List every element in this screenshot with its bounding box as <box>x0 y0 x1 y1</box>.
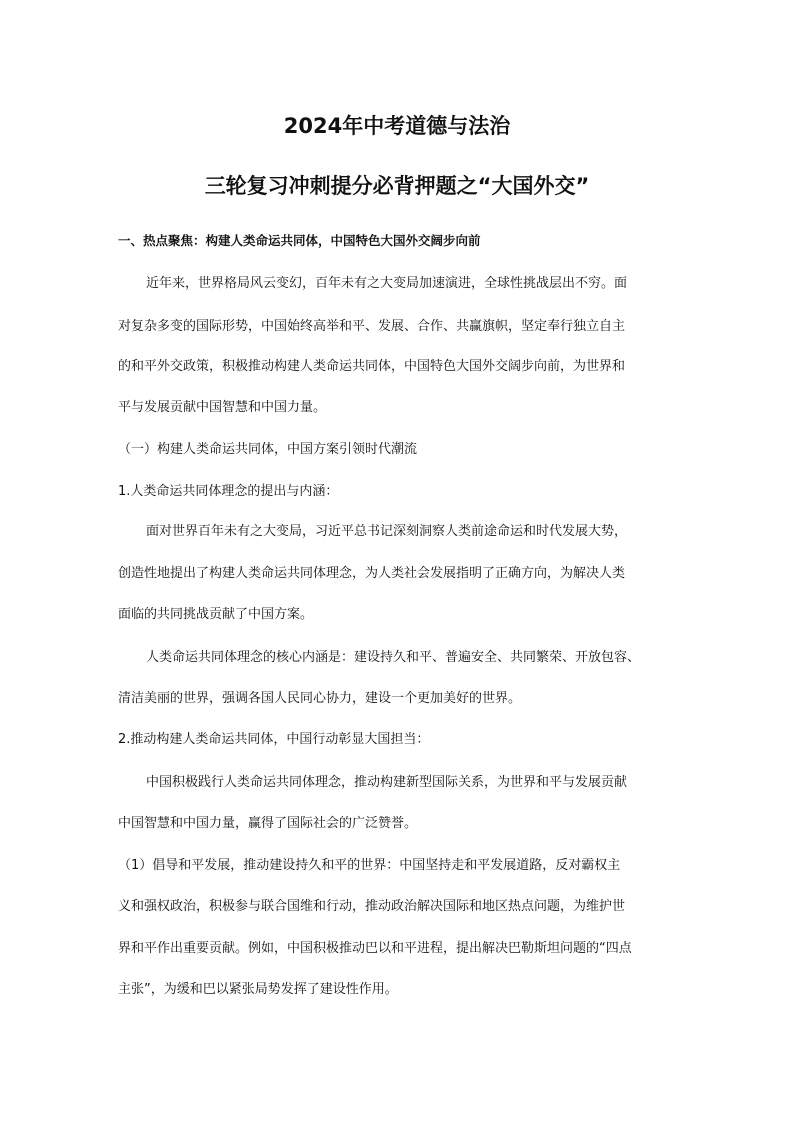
paragraph-line: 清洁美丽的世界，强调各国人民同心协力，建设一个更加美好的世界。 <box>118 691 522 706</box>
paragraph-line: （1）倡导和平发展，推动建设持久和平的世界：中国坚持走和平发展道路，反对霸权主 <box>118 858 621 873</box>
numbered-item-heading: 1.人类命运共同体理念的提出与内涵： <box>118 484 339 499</box>
paragraph-line: 界和平作出重要贡献。例如，中国积极推动巴以和平进程，提出解决巴勒斯坦问题的“四点 <box>118 941 632 956</box>
numbered-item-heading: 2.推动构建人类命运共同体，中国行动彰显大国担当： <box>118 732 430 747</box>
paragraph-line: 人类命运共同体理念的核心内涵是：建设持久和平、普遍安全、共同繁荣、开放包容、 <box>146 650 641 665</box>
paragraph-line: 中国智慧和中国力量，赢得了国际社会的广泛赞誉。 <box>118 816 418 831</box>
paragraph-line: 对复杂多变的国际形势，中国始终高举和平、发展、合作、共赢旗帜，坚定奉行独立自主 <box>118 319 626 334</box>
paragraph-line: 面对世界百年未有之大变局，习近平总书记深刻洞察人类前途命运和时代发展大势， <box>146 524 628 539</box>
paragraph-line: 的和平外交政策，积极推动构建人类命运共同体，中国特色大国外交阔步向前，为世界和 <box>118 359 626 374</box>
paragraph-line: 近年来，世界格局风云变幻，百年未有之大变局加速演进，全球性挑战层出不穷。面 <box>146 276 628 291</box>
paragraph-line: 创造性地提出了构建人类命运共同体理念，为人类社会发展指明了正确方向，为解决人类 <box>118 566 626 581</box>
document-title: 2024年中考道德与法治 <box>283 114 511 138</box>
paragraph-line: 平与发展贡献中国智慧和中国力量。 <box>118 400 327 415</box>
document-subtitle: 三轮复习冲刺提分必背押题之“大国外交” <box>204 174 590 198</box>
section-heading: 一、热点聚焦：构建人类命运共同体，中国特色大国外交阔步向前 <box>118 233 481 248</box>
subsection-heading: （一）构建人类命运共同体，中国方案引领时代潮流 <box>118 442 418 457</box>
paragraph-line: 面临的共同挑战贡献了中国方案。 <box>118 607 314 622</box>
paragraph-line: 主张”，为缓和巴以紧张局势发挥了建设性作用。 <box>118 982 398 997</box>
paragraph-line: 义和强权政治，积极参与联合国维和行动，推动政治解决国际和地区热点问题，为维护世 <box>118 899 626 914</box>
paragraph-line: 中国积极践行人类命运共同体理念，推动构建新型国际关系，为世界和平与发展贡献 <box>146 775 628 790</box>
